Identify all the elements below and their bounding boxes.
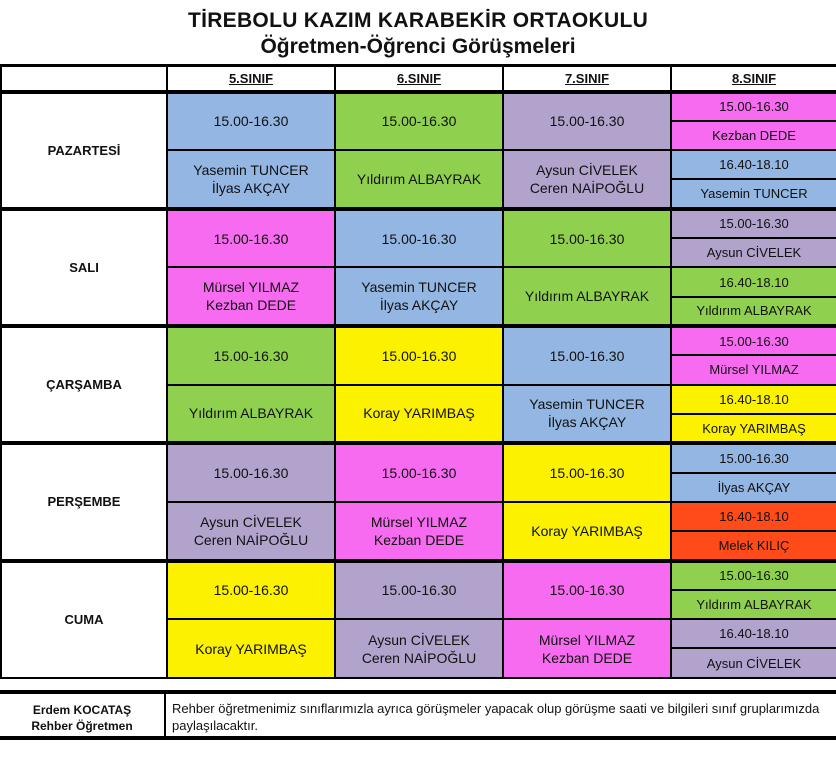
- teacher-name: İlyas AKÇAY: [547, 414, 627, 431]
- title-block: [0, 8, 836, 60]
- teacher-cell: [335, 502, 503, 561]
- teacher-cell: [335, 385, 503, 444]
- footer-note: Rehber öğretmenimiz sınıflarımızla ayrıca görüşmeler yapacak olup görüşme saati ve bilgileri sınıf gruplarımızda paylaşılacaktır.: [172, 701, 820, 733]
- teacher-name: Koray YARIMBAŞ: [702, 420, 806, 436]
- teacher-name: Aysun CİVELEK: [368, 631, 470, 648]
- time-slot-cell: [335, 92, 503, 151]
- teacher-name: Aysun CİVELEK: [536, 161, 638, 178]
- time-slot-cell: [167, 561, 335, 620]
- column-header: 7.SINIF: [503, 66, 671, 92]
- teacher-cell: [167, 385, 335, 444]
- page-subtitle: Öğretmen-Öğrenci Görüşmeleri: [260, 35, 576, 58]
- time-slot-cell: [503, 326, 671, 385]
- teacher-cell: [335, 150, 503, 209]
- grade8-time-cell: [671, 619, 836, 648]
- teacher-name: Ceren NAİPOĞLU: [361, 649, 477, 666]
- teacher-cell: [167, 619, 335, 678]
- grade8-teacher-cell: [671, 238, 836, 267]
- day-label: ÇARŞAMBA: [1, 326, 167, 443]
- teacher-cell: [503, 619, 671, 678]
- time-slot-cell: [503, 92, 671, 151]
- teacher-cell: [503, 267, 671, 326]
- teacher-name: Mürsel YILMAZ: [370, 513, 468, 530]
- teacher-name: Koray YARIMBAŞ: [195, 640, 307, 657]
- teacher-name: Mürsel YILMAZ: [202, 279, 300, 296]
- grade8-teacher-cell: [671, 531, 836, 560]
- day-label: PAZARTESİ: [1, 92, 167, 209]
- teacher-name: Aysun CİVELEK: [706, 245, 802, 261]
- header-row: [1, 66, 836, 92]
- teacher-cell: [503, 502, 671, 561]
- grade8-teacher-cell: [671, 297, 836, 326]
- teacher-cell: [503, 150, 671, 209]
- time-text: 15.00-16.30: [213, 347, 289, 364]
- time-slot-cell: [335, 326, 503, 385]
- time-text: 15.00-16.30: [213, 582, 289, 599]
- time-text: 15.00-16.30: [719, 450, 789, 466]
- grade8-teacher-cell: [671, 414, 836, 443]
- time-slot-cell: [503, 443, 671, 502]
- time-slot-cell: [167, 326, 335, 385]
- grade8-time-cell: [671, 267, 836, 296]
- counselor-info: [0, 694, 166, 736]
- teacher-name: Melek KILIÇ: [718, 537, 790, 553]
- schedule-row: [1, 443, 836, 472]
- teacher-name: Koray YARIMBAŞ: [363, 405, 475, 422]
- teacher-name: İlyas AKÇAY: [717, 479, 791, 495]
- teacher-cell: [167, 150, 335, 209]
- teacher-name: Kezban DEDE: [712, 127, 796, 143]
- counselor-name: Erdem KOCATAŞ: [32, 703, 132, 717]
- time-slot-cell: [503, 561, 671, 620]
- teacher-name: Yıldırım ALBAYRAK: [356, 170, 482, 187]
- teacher-name: Koray YARIMBAŞ: [531, 522, 643, 539]
- grade8-time-cell: [671, 385, 836, 414]
- teacher-name: Ceren NAİPOĞLU: [193, 531, 309, 548]
- school-title: TİREBOLU KAZIM KARABEKİR ORTAOKULU: [187, 9, 649, 32]
- grade8-teacher-cell: [671, 473, 836, 502]
- time-text: 15.00-16.30: [381, 582, 457, 599]
- time-text: 15.00-16.30: [549, 582, 625, 599]
- time-text: 16.40-18.10: [719, 391, 789, 407]
- time-text: 15.00-16.30: [549, 230, 625, 247]
- time-text: 15.00-16.30: [213, 113, 289, 130]
- column-header: 6.SINIF: [335, 66, 503, 92]
- column-header: 8.SINIF: [671, 66, 836, 92]
- corner-cell: [1, 66, 167, 92]
- grade8-teacher-cell: [671, 648, 836, 678]
- grade8-time-cell: [671, 150, 836, 179]
- time-slot-cell: [335, 561, 503, 620]
- teacher-cell: [335, 619, 503, 678]
- time-text: 15.00-16.30: [719, 216, 789, 232]
- grade8-time-cell: [671, 209, 836, 238]
- footer: [0, 690, 836, 740]
- teacher-name: Kezban DEDE: [205, 297, 297, 314]
- teacher-name: Mürsel YILMAZ: [709, 362, 799, 378]
- teacher-cell: [503, 385, 671, 444]
- teacher-name: Yasemin TUNCER: [529, 396, 645, 413]
- teacher-name: Ceren NAİPOĞLU: [529, 179, 645, 196]
- grade8-teacher-cell: [671, 179, 836, 208]
- grade8-teacher-cell: [671, 590, 836, 619]
- time-text: 16.40-18.10: [719, 157, 789, 173]
- schedule-row: [1, 92, 836, 121]
- time-text: 15.00-16.30: [381, 113, 457, 130]
- time-text: 16.40-18.10: [719, 274, 789, 290]
- time-text: 15.00-16.30: [719, 99, 789, 115]
- time-slot-cell: [167, 209, 335, 268]
- day-label: SALI: [1, 209, 167, 326]
- schedule-body: [1, 92, 836, 679]
- time-slot-cell: [167, 92, 335, 151]
- teacher-cell: [335, 267, 503, 326]
- grade8-time-cell: [671, 443, 836, 472]
- schedule-row: [1, 209, 836, 238]
- teacher-name: Yıldırım ALBAYRAK: [188, 405, 314, 422]
- teacher-name: İlyas AKÇAY: [211, 179, 291, 196]
- teacher-name: Kezban DEDE: [541, 649, 633, 666]
- teacher-name: Yasemin TUNCER: [193, 161, 309, 178]
- teacher-cell: [167, 267, 335, 326]
- schedule-table: [0, 64, 836, 679]
- teacher-name: Aysun CİVELEK: [706, 655, 802, 671]
- time-text: 15.00-16.30: [381, 465, 457, 482]
- time-slot-cell: [167, 443, 335, 502]
- time-text: 15.00-16.30: [213, 465, 289, 482]
- time-text: 15.00-16.30: [549, 465, 625, 482]
- time-slot-cell: [335, 209, 503, 268]
- counselor-role: Rehber Öğretmen: [31, 719, 133, 733]
- grade8-teacher-cell: [671, 121, 836, 150]
- teacher-name: Aysun CİVELEK: [200, 513, 302, 530]
- time-text: 16.40-18.10: [719, 626, 789, 642]
- time-text: 15.00-16.30: [719, 568, 789, 584]
- grade8-time-cell: [671, 561, 836, 590]
- time-text: 15.00-16.30: [381, 347, 457, 364]
- teacher-name: Mürsel YILMAZ: [538, 631, 636, 648]
- schedule-row: [1, 326, 836, 355]
- grade8-time-cell: [671, 326, 836, 355]
- time-text: 16.40-18.10: [719, 509, 789, 525]
- grade8-time-cell: [671, 92, 836, 121]
- teacher-name: Yıldırım ALBAYRAK: [524, 288, 650, 305]
- teacher-name: Yıldırım ALBAYRAK: [696, 303, 812, 319]
- column-header: 5.SINIF: [167, 66, 335, 92]
- grade8-teacher-cell: [671, 355, 836, 384]
- time-text: 15.00-16.30: [549, 113, 625, 130]
- day-label: CUMA: [1, 561, 167, 679]
- time-slot-cell: [335, 443, 503, 502]
- teacher-name: İlyas AKÇAY: [379, 297, 459, 314]
- teacher-name: Yıldırım ALBAYRAK: [696, 596, 812, 612]
- teacher-cell: [167, 502, 335, 561]
- grade8-time-cell: [671, 502, 836, 531]
- teacher-name: Yasemin TUNCER: [700, 186, 808, 202]
- day-label: PERŞEMBE: [1, 443, 167, 560]
- time-text: 15.00-16.30: [381, 230, 457, 247]
- time-text: 15.00-16.30: [549, 347, 625, 364]
- time-text: 15.00-16.30: [719, 333, 789, 349]
- schedule-row: [1, 561, 836, 590]
- teacher-name: Yasemin TUNCER: [361, 279, 477, 296]
- time-slot-cell: [503, 209, 671, 268]
- time-text: 15.00-16.30: [213, 230, 289, 247]
- teacher-name: Kezban DEDE: [373, 531, 465, 548]
